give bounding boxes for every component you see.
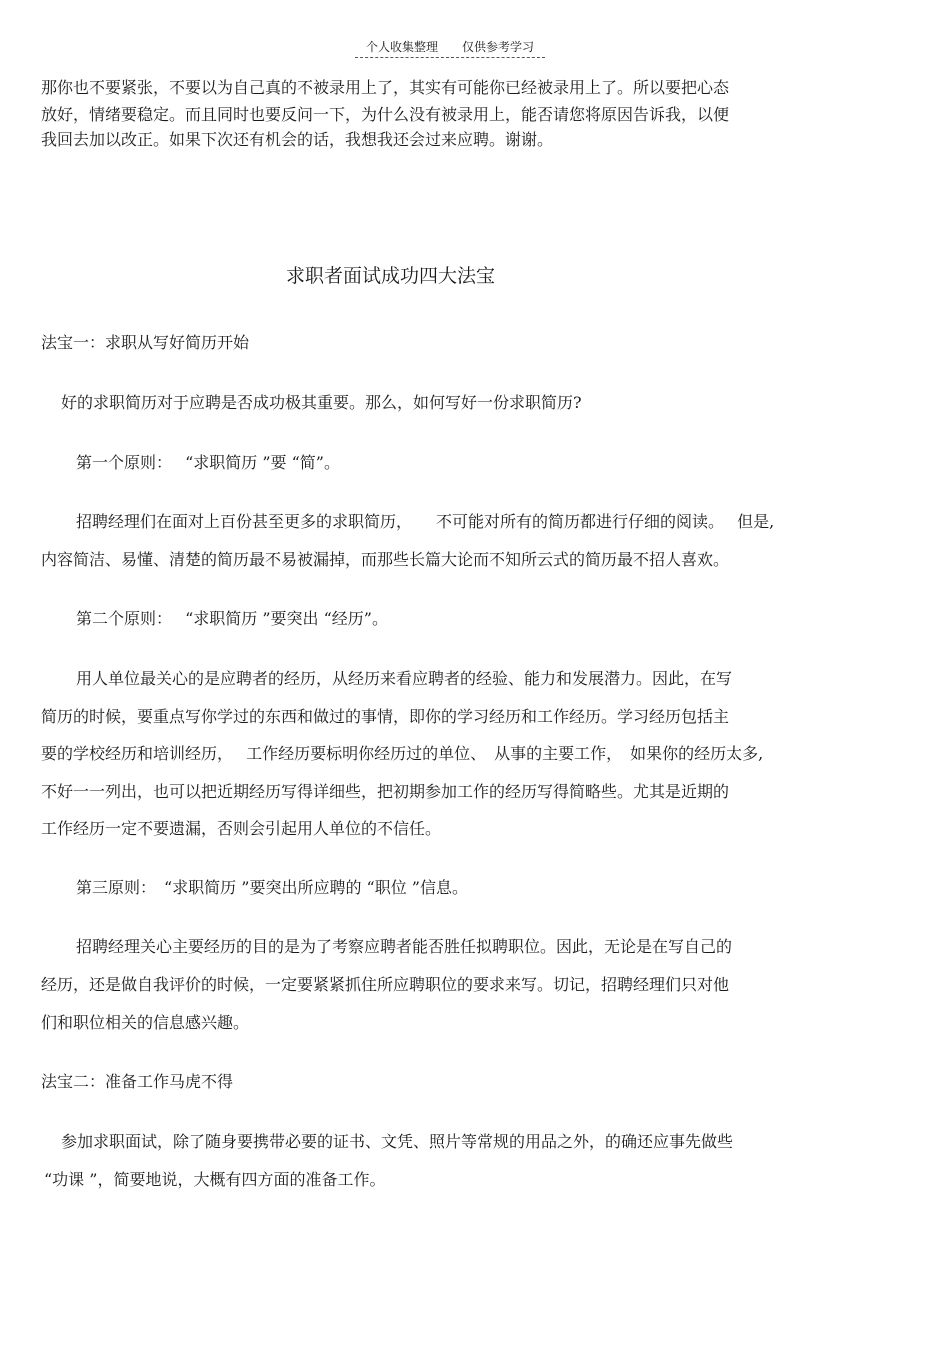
paragraph-2-line-2: 内容简洁、易懂、清楚的简历最不易被漏掉，而那些长篇大论而不知所云式的简历最不招人喜欢。 (41, 550, 730, 569)
section-heading-1: 法宝一：求职从写好简历开始 (41, 333, 250, 352)
paragraph-4-line-2: 经历，还是做自我评价的时候，一定要紧紧抓住所应聘职位的要求来写。切记，招聘经理们只对他 (41, 975, 730, 994)
rule-3: 第三原则： “求职简历 ”要突出所应聘的 “职位 ”信息。 (76, 878, 468, 897)
paragraph-2-line-1: 招聘经理们在面对上百份甚至更多的求职简历， 不可能对所有的简历都进行仔细的阅读。 但是, (76, 512, 775, 531)
paragraph-3-line-5: 工作经历一定不要遗漏，否则会引起用人单位的不信任。 (41, 819, 442, 838)
intro-line-2: 放好，情绪要稳定。而且同时也要反问一下，为什么没有被录用上，能否请您将原因告诉我，以便 (41, 105, 730, 124)
paragraph-3-line-1: 用人单位最关心的是应聘者的经历，从经历来看应聘者的经验、能力和发展潜力。因此，在写 (76, 669, 733, 688)
rule-2: 第二个原则： “求职简历 ”要突出 “经历”。 (76, 609, 388, 628)
intro-line-1: 那你也不要紧张，不要以为自己真的不被录用上了，其实有可能你已经被录用上了。所以要把心态 (41, 78, 730, 97)
paragraph-1: 好的求职简历对于应聘是否成功极其重要。那么，如何写好一份求职简历? (61, 393, 582, 412)
article-title: 求职者面试成功四大法宝 (286, 265, 496, 287)
rule-1: 第一个原则： “求职简历 ”要 “简”。 (76, 453, 340, 472)
paragraph-5-line-1: 参加求职面试，除了随身要携带必要的证书、文凭、照片等常规的用品之外，的确还应事先做些 (61, 1132, 734, 1151)
paragraph-5-line-2: “功课 ”，简要地说，大概有四方面的准备工作。 (44, 1170, 386, 1189)
intro-line-3: 我回去加以改正。如果下次还有机会的话，我想我还会过来应聘。谢谢。 (41, 130, 554, 149)
paragraph-4-line-1: 招聘经理关心主要经历的目的是为了考察应聘者能否胜任拟聘职位。因此，无论是在写自己的 (76, 937, 733, 956)
paragraph-3-line-2: 简历的时候，要重点写你学过的东西和做过的事情，即你的学习经历和工作经历。学习经历包括主 (41, 707, 730, 726)
paragraph-4-line-3: 们和职位相关的信息感兴趣。 (41, 1013, 250, 1032)
page-header: 个人收集整理 仅供参考学习 (355, 38, 545, 58)
paragraph-3-line-3: 要的学校经历和培训经历， 工作经历要标明你经历过的单位、 从事的主要工作， 如果你的经历太多, (41, 744, 764, 763)
paragraph-3-line-4: 不好一一列出，也可以把近期经历写得详细些，把初期参加工作的经历写得简略些。尤其是近期的 (41, 782, 730, 801)
section-heading-2: 法宝二：准备工作马虎不得 (41, 1072, 234, 1091)
